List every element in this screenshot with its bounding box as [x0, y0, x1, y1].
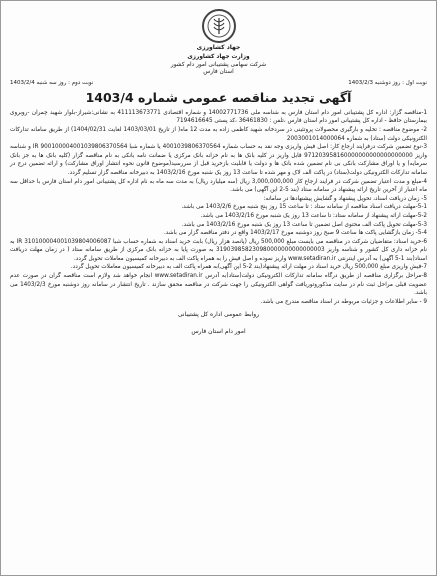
- closing-line: روابط عمومی اداره کل پشتیبانی: [177, 311, 260, 319]
- signature: امور دام استان فارس: [191, 328, 246, 336]
- clause-3: 3-نوع تضمین شرکت درفرایند ارجاع کار: اصل فیش واریزی وجه نقد به حساب شماره 4001039806370564 یا شماره شبا IR 900100004001039806370564 و شناسه واریز 971203958160000000000000000000 قابل واریز در کلیه بانک ها به نام خزانه بانک مرکزی یا ضمانت نامه بانکی به نام مناقصه گزار (کلیه بانک ها به جز بانک سرمایه) و یا اوراق مشارکت بانکی بی نام تضمین شده بانک ها و دولت یا قابلیت بازخرید قبل از سررسید(موضوع قانون نحوه انتشار اوراق مشارکت) و ارائه تضمین درج در سامانه تدارکات الکترونیکی دولت(ستاد) در پاکت الف لاک و مهر شده تا ساعت 13 روز یک شنبه مورخ 1403/2/16 به دبیرخانه مناقصه گزار تسلیم گردد.: [10, 144, 427, 176]
- clause-1: 1-مناقصه گزار: اداره کل پشتیبانی امور دام استان فارس به شناسه ملی 14002771736 و شماره اقتصادی 411113673771 به نشانی:شیراز-بلوار شهید چمران -روبروی بیمارستان حافظ - اداره کل پشتیبانی امور دام استان فارس ،تلفن : 36461830 ،کد پستی 7194616645: [10, 109, 427, 125]
- clause-9: 9 - سایر اطلاعات و جزئیات مربوطه در اسناد مناقصه مندرج می باشد.: [260, 298, 427, 305]
- clause-7: 7-فیش واریزی مبلغ 500,000 ریال خرید اسناد در مهلت ارائه پیشنهاد(بند 2-5 این آگهی)به همراه پاکت الف به دبیرخانه کمیسیون معاملات تحویل گردد.: [70, 264, 427, 271]
- clause-6: 6-خرید اسناد: متقاضیان شرکت در مناقصه می بایست مبلغ 500,000 ریال (پانصد هزار ریال) بابت خرید اسناد به شماره حساب شبا IR 310100004001039804006087 به نام خزانه داری کل کشور و شناسه واریز 319039858230980000000000000003 به صورت پایا به خزانه بانک مرکزی از طریق سامانه ستاد ( در زمان مهلت دریافت اسناد(بند 1-5 آگهی) به آدرس اینترنتی www.setadiran.ir واریز نموده و اصل فیش را به همراه پاکت الف به دبیرخانه کمیسیون معاملات تحویل گردد.: [10, 238, 427, 262]
- clause-5-4: 5-4- زمان بازگشایی پاکت ها ساعت 9 صبح روز دوشنبه مورخ 1403/2/17 واقع در دفتر مناقصه گزار می باشد.: [163, 230, 427, 237]
- organization-header: [10, 54, 427, 77]
- publication-dates: [10, 79, 427, 87]
- clause-8: 8-مراحل برگزاری مناقصه از طریق درگاه سامانه تدارکات الکترونیکی دولت(ستاد)به آدرس www.setadiran.ir انجام خواهد شد ولازم است مناقصه گران در صورت عدم عضویت قبلی مراحل ثبت نام در سایت مذکوروتوریافت گواهی الکترونیکی را جهت شرکت در مناقصه محقق سازند . تاریخ انتشار در سامانه روز دوشنبه مورخ 1403/2/3 می باشد.: [10, 273, 427, 297]
- clause-5-3: 5-3-مهلت تحویل پاکت الف محتوی اصل تضمین تا ساعت 13 روز یک شنبه مورخ 1403/2/16 می باشد.: [181, 221, 427, 228]
- province-name: استان فارس: [203, 69, 234, 76]
- clause-2: 2- موضوع مناقصه : تخلیه و بارگیری محصولات پروتئینی در سردخانه شهید کاظمی زاده به مدت 12 ماه( از تاریخ 1403/03/01 لغایت 1404/02/31) از طریق سامانه تدارکات الکترونیکی دولت (ستاد) به شماره 2003001014000064: [10, 126, 427, 142]
- notice-body: [10, 109, 427, 307]
- logo-text: جهاد کشاورزی: [196, 44, 241, 51]
- page-title: آگهی تجدید مناقصه عمومی شماره 1403/4: [85, 89, 352, 105]
- ministry-name: وزارت جهاد کشاورزی: [187, 54, 250, 60]
- first-publication: نوبت اول : روز دوشنبه 1403/2/3: [348, 79, 427, 86]
- wheat-logo-icon: [202, 9, 236, 43]
- clause-5-1: 5-1-مهلت دریافت اسناد مناقصه از سامانه ستاد : تا ساعت 15 روز پنج شنبه مورخ 1403/2/6 می باشد.: [181, 204, 427, 211]
- logo-block: [10, 9, 427, 52]
- company-name: شرکت سهامی پشتیبانی امور دام کشور: [170, 61, 267, 68]
- second-publication: نوبت دوم : روز سه شنبه 1403/2/4: [10, 79, 94, 86]
- clause-5: 5- زمان دریافت اسناد، تحویل پیشنهاد و گشایش پیشنهادها در سامانه:: [263, 195, 427, 202]
- clause-5-2: 5-2-مهلت ارائه پیشنهاد از سامانه ستاد: تا ساعت 13 روز یک شنبه مورخ 1403/2/16 می باشد.: [200, 212, 427, 219]
- clause-4: 4-مبلغ و مدت اعتبار تضمین شرکت در فرایند ارجاع کار 3,000,000,000 ریال (سه میلیارد ریال) به مدت سه ماه به نام اداره کل پشتیبانی امور دام استان فارس با حداقل سه ماه اعتبار از آخرین تاریخ ارائه پیشنهاد در سامانه ستاد (بند 5-2 این آگهی) می باشد.: [10, 178, 427, 194]
